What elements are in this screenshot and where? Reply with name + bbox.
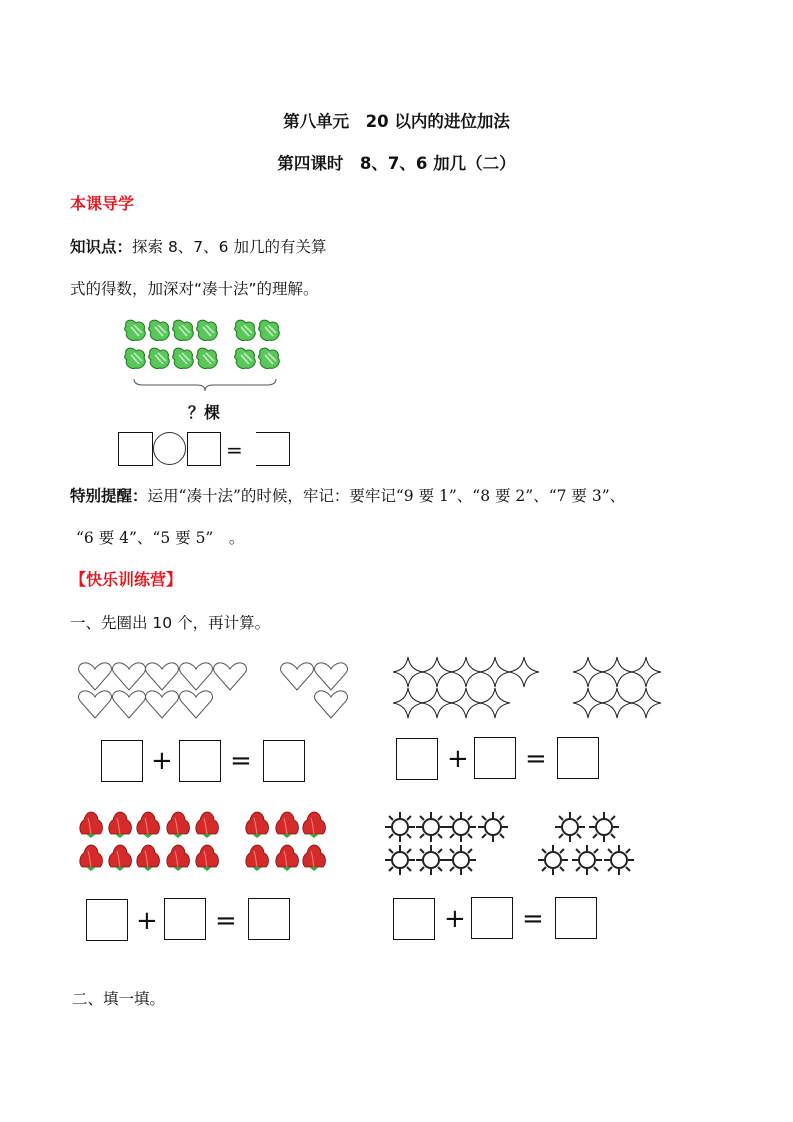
answer-box-2[interactable]: [187, 432, 221, 466]
equals-sign: =: [522, 904, 544, 934]
question-label: ？棵: [188, 403, 221, 422]
reminder-text: 运用“凑十法”的时候，牢记：要牢记“9 要 1”、“8 要 2”、“7 要 3”、: [147, 487, 626, 505]
equals-sign: =: [230, 746, 252, 776]
equals-sign: =: [226, 438, 243, 462]
ex2-box-2[interactable]: [474, 737, 516, 779]
section1-title: 一、先圈出 10 个，再计算。: [70, 614, 271, 632]
equals-sign: =: [525, 744, 547, 774]
ex1-box-2[interactable]: [179, 740, 221, 782]
unit-title: 第八单元 20 以内的进位加法: [283, 112, 510, 131]
knowledge-text-line2: 式的得数，加深对“凑十法”的理解。: [70, 280, 319, 298]
knowledge-point: [70, 235, 326, 257]
ex2-box-1[interactable]: [396, 738, 438, 780]
reminder-text-line2: “6 要 4”、“5 要 5” 。: [76, 529, 245, 547]
equals-sign: =: [215, 906, 237, 936]
reminder-label: 特别提醒：: [70, 487, 148, 505]
ex2-box-result[interactable]: [557, 737, 599, 779]
plus-sign: +: [136, 906, 158, 936]
plus-sign: +: [447, 744, 469, 774]
heart-icon: [78, 662, 353, 722]
ex3-box-1[interactable]: [86, 899, 128, 941]
plus-sign: +: [444, 904, 466, 934]
ex1-box-1[interactable]: [101, 740, 143, 782]
operator-circle[interactable]: [153, 432, 186, 465]
knowledge-label: 知识点：: [70, 238, 133, 256]
ex3-box-result[interactable]: [248, 898, 290, 940]
knowledge-text: 探索 8、7、6 加几的有关算: [132, 238, 327, 256]
ex4-box-1[interactable]: [393, 898, 435, 940]
answer-box-1[interactable]: [118, 432, 153, 466]
guide-heading: 本课导学: [70, 194, 135, 213]
brace-icon: [133, 378, 278, 392]
rose-icon: [78, 810, 333, 876]
ex1-box-result[interactable]: [263, 740, 305, 782]
ex3-box-2[interactable]: [164, 898, 206, 940]
practice-heading: 【快乐训练营】: [70, 570, 183, 589]
reminder: [70, 484, 625, 506]
lesson-title: 第四课时 8、7、6 加几（二）: [277, 154, 516, 173]
cabbage-group: [122, 318, 287, 378]
star-icon: [393, 654, 668, 724]
ex4-box-2[interactable]: [471, 897, 513, 939]
cabbage-icon: [122, 318, 287, 378]
ex4-box-result[interactable]: [555, 897, 597, 939]
answer-box-result[interactable]: [256, 432, 290, 466]
section2-title: 二、填一填。: [72, 990, 166, 1008]
sun-icon: [383, 810, 633, 880]
plus-sign: +: [151, 746, 173, 776]
